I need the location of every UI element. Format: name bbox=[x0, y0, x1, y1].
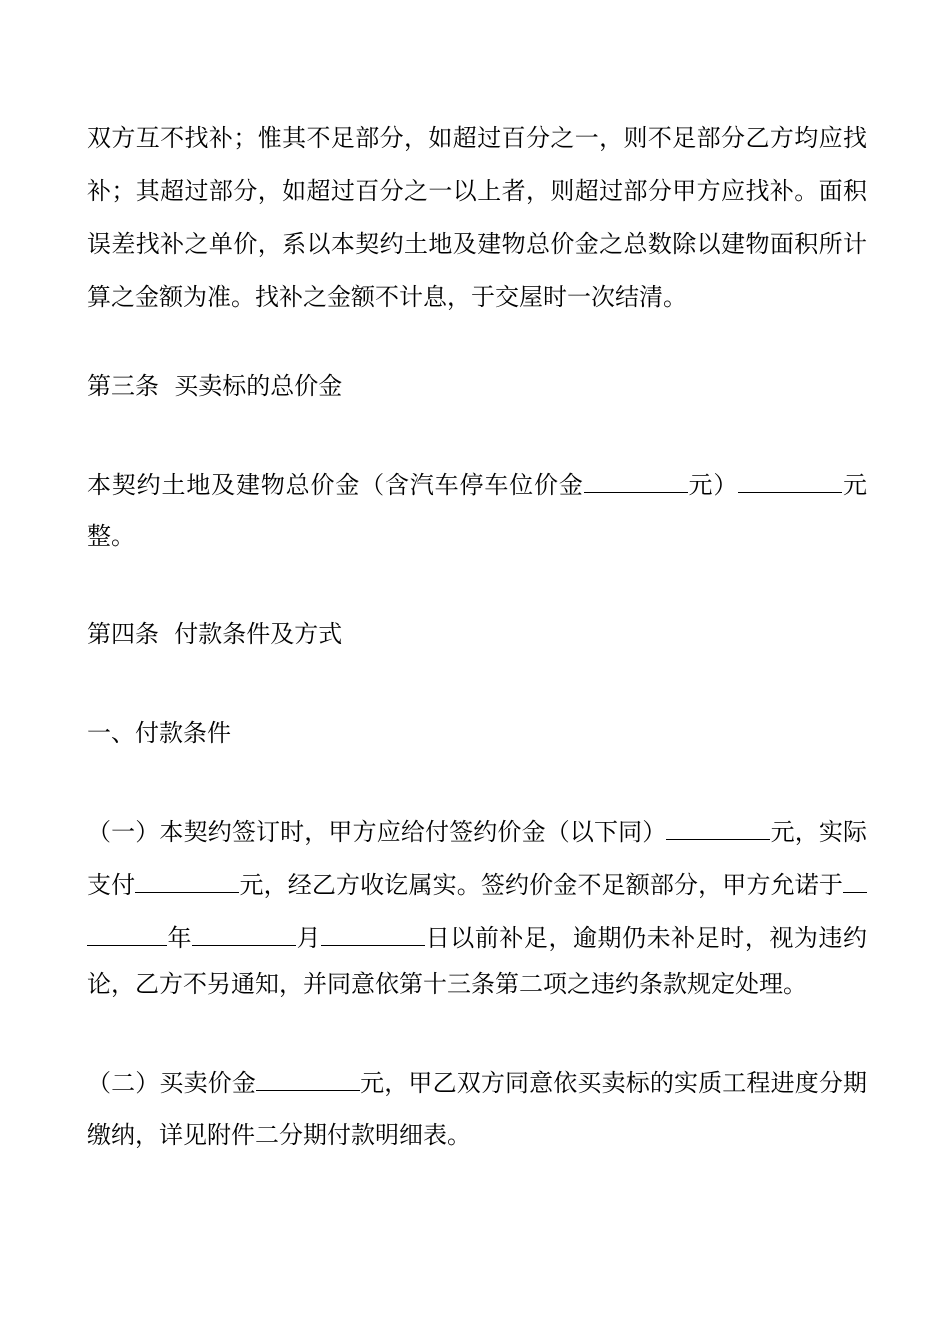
text-segment: 日以前补足，逾期仍未补足时，视为违约 bbox=[425, 924, 868, 952]
paragraph-line: 论，乙方不另通知，并同意依第十三条第二项之违约条款规定处理。 bbox=[87, 970, 807, 998]
text-segment: 年 bbox=[167, 924, 193, 952]
text-segment: 本契约土地及建物总价金（含汽车停车位价金 bbox=[87, 471, 584, 499]
fill-blank[interactable] bbox=[87, 919, 167, 946]
text-segment: 元，实际 bbox=[770, 818, 868, 846]
text-segment: 元，经乙方收讫属实。签约价金不足额部分，甲方允诺于 bbox=[239, 871, 844, 899]
fill-blank[interactable] bbox=[584, 466, 688, 493]
paragraph-line: 缴纳，详见附件二分期付款明细表。 bbox=[87, 1121, 471, 1149]
fill-blank[interactable] bbox=[666, 813, 770, 840]
fill-blank[interactable] bbox=[192, 919, 296, 946]
text-segment: 月 bbox=[296, 924, 322, 952]
paragraph-line: 补；其超过部分，如超过百分之一以上者，则超过部分甲方应找补。面积 bbox=[87, 177, 867, 205]
paragraph-line bbox=[87, 866, 867, 903]
section-heading: 一、付款条件 bbox=[87, 719, 231, 747]
article-3-heading: 第三条 买卖标的总价金 bbox=[87, 372, 343, 400]
text-segment: （二）买卖价金 bbox=[87, 1069, 256, 1097]
paragraph-line: 算之金额为准。找补之金额不计息，于交屋时一次结清。 bbox=[87, 283, 687, 311]
text-segment: 元） bbox=[687, 471, 739, 499]
text-segment: 元 bbox=[842, 471, 868, 499]
paragraph-line: 整。 bbox=[87, 522, 135, 550]
fill-blank[interactable] bbox=[738, 466, 842, 493]
fill-blank[interactable] bbox=[256, 1064, 360, 1091]
paragraph-line bbox=[87, 1064, 867, 1101]
paragraph-line bbox=[87, 466, 867, 503]
paragraph-line: 双方互不找补；惟其不足部分，如超过百分之一，则不足部分乙方均应找 bbox=[87, 124, 867, 152]
fill-blank[interactable] bbox=[843, 866, 867, 893]
article-4-heading: 第四条 付款条件及方式 bbox=[87, 620, 343, 648]
fill-blank[interactable] bbox=[321, 919, 425, 946]
paragraph-line bbox=[87, 813, 867, 850]
fill-blank[interactable] bbox=[135, 866, 239, 893]
text-segment: （一）本契约签订时，甲方应给付签约价金（以下同） bbox=[87, 818, 667, 846]
paragraph-line: 误差找补之单价，系以本契约土地及建物总价金之总数除以建物面积所计 bbox=[87, 230, 867, 258]
text-segment: 支付 bbox=[87, 871, 136, 899]
paragraph-line bbox=[87, 919, 867, 956]
text-segment: 元，甲乙双方同意依买卖标的实质工程进度分期 bbox=[360, 1069, 867, 1097]
